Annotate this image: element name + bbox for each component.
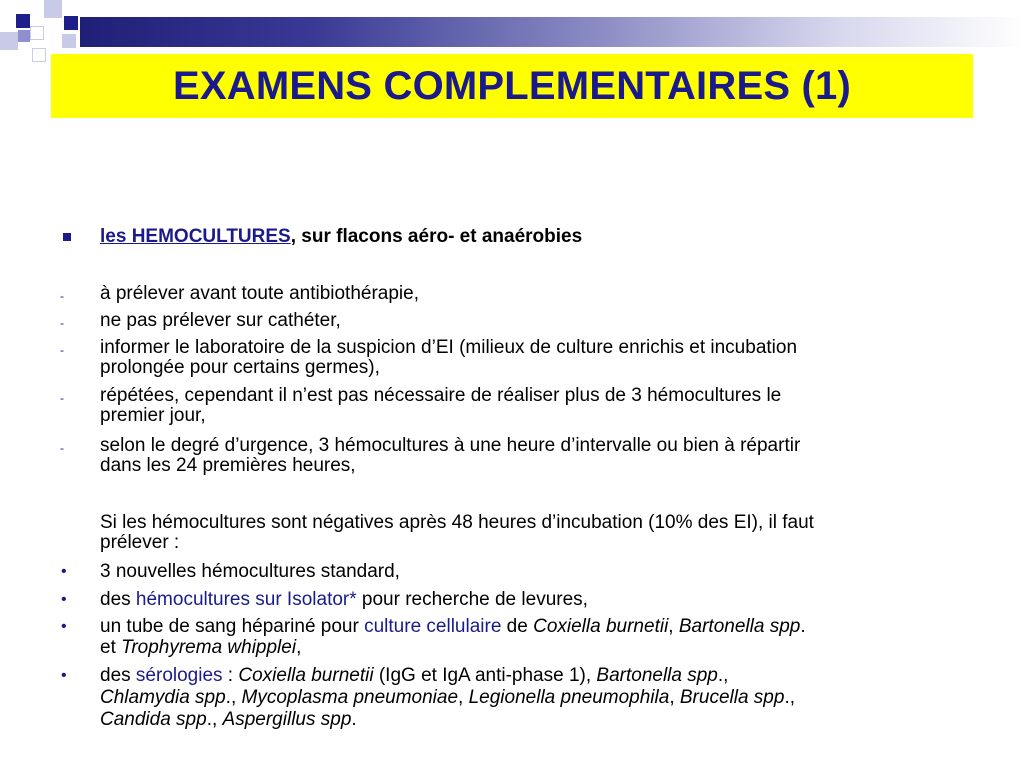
- species-name: Trophyrema whipplei: [121, 637, 297, 658]
- dot-item-cont: [100, 687, 795, 709]
- text: un tube de sang hépariné pour: [100, 616, 365, 637]
- text: pour recherche de levures,: [356, 589, 588, 610]
- dash-item-cont: prolongée pour certains germes),: [100, 357, 380, 378]
- dot-bullet-icon: •: [61, 618, 67, 635]
- text: ,: [458, 687, 469, 708]
- dash-item: selon le degré d’urgence, 3 hémocultures à une heure d’intervalle ou bien à répartir: [100, 435, 801, 456]
- species-name: Legionella pneumophila: [468, 687, 670, 708]
- dot-bullet-icon: •: [61, 667, 67, 684]
- slide-title: EXAMENS COMPLEMENTAIRES (1): [172, 63, 852, 108]
- species-name: Mycoplasma pneumoniae: [241, 687, 459, 708]
- dash-bullet-icon: -: [60, 316, 64, 330]
- culture-cellulaire-link[interactable]: culture cellulaire: [364, 616, 502, 637]
- species-name: Brucella spp: [679, 687, 785, 708]
- heading-rest: , sur flacons aéro- et anaérobies: [290, 226, 583, 247]
- dot-item: [100, 616, 806, 638]
- text: .,: [784, 687, 795, 708]
- dot-item-cont: [100, 709, 357, 731]
- dash-bullet-icon: -: [60, 441, 64, 455]
- serologies-link[interactable]: sérologies: [135, 665, 223, 686]
- paragraph-line: Si les hémocultures sont négatives après 48 heures d’incubation (10% des EI), il faut: [100, 512, 814, 533]
- species-name: Aspergillus spp: [222, 709, 352, 730]
- species-name: Coxiella burnetii: [238, 665, 374, 686]
- text: ,: [668, 616, 679, 637]
- species-name: Coxiella burnetii: [533, 616, 669, 637]
- dot-bullet-icon: •: [61, 563, 67, 580]
- text: .: [351, 709, 357, 730]
- text: des: [100, 665, 136, 686]
- dash-item: répétées, cependant il n’est pas nécessaire de réaliser plus de 3 hémocultures le: [100, 385, 782, 406]
- dot-item: [100, 589, 588, 611]
- isolator-link[interactable]: hémocultures sur Isolator*: [135, 589, 357, 610]
- heading-line: [100, 226, 582, 248]
- dot-item-cont: [100, 637, 301, 659]
- dash-bullet-icon: -: [60, 289, 64, 303]
- text: et: [100, 637, 122, 658]
- text: :: [222, 665, 239, 686]
- text: des: [100, 589, 136, 610]
- dot-item: [100, 665, 728, 687]
- species-name: Candida spp: [100, 709, 207, 730]
- text: .,: [225, 687, 242, 708]
- paragraph-line: prélever :: [100, 532, 180, 553]
- species-name: Bartonella spp: [596, 665, 718, 686]
- species-name: Bartonella spp: [678, 616, 801, 637]
- text: de: [501, 616, 534, 637]
- dash-item: à prélever avant toute antibiothérapie,: [100, 283, 419, 304]
- hemocultures-link[interactable]: les HEMOCULTURES: [100, 226, 291, 247]
- dash-item-cont: dans les 24 premières heures,: [100, 455, 356, 476]
- text: .,: [717, 665, 729, 686]
- text: .: [800, 616, 806, 637]
- text: ,: [669, 687, 680, 708]
- dash-item-cont: premier jour,: [100, 405, 206, 426]
- dot-bullet-icon: •: [61, 591, 67, 608]
- square-bullet-icon: [63, 233, 71, 241]
- dash-bullet-icon: -: [60, 343, 64, 357]
- dash-item: ne pas prélever sur cathéter,: [100, 310, 341, 331]
- text: (IgG et IgA anti-phase 1),: [373, 665, 597, 686]
- text: ,: [296, 637, 302, 658]
- dot-item: 3 nouvelles hémocultures standard,: [100, 561, 400, 582]
- species-name: Chlamydia spp: [100, 687, 226, 708]
- dash-item: informer le laboratoire de la suspicion d’EI (milieux de culture enrichis et incubation: [100, 337, 798, 358]
- text: .,: [206, 709, 223, 730]
- dash-bullet-icon: -: [60, 391, 64, 405]
